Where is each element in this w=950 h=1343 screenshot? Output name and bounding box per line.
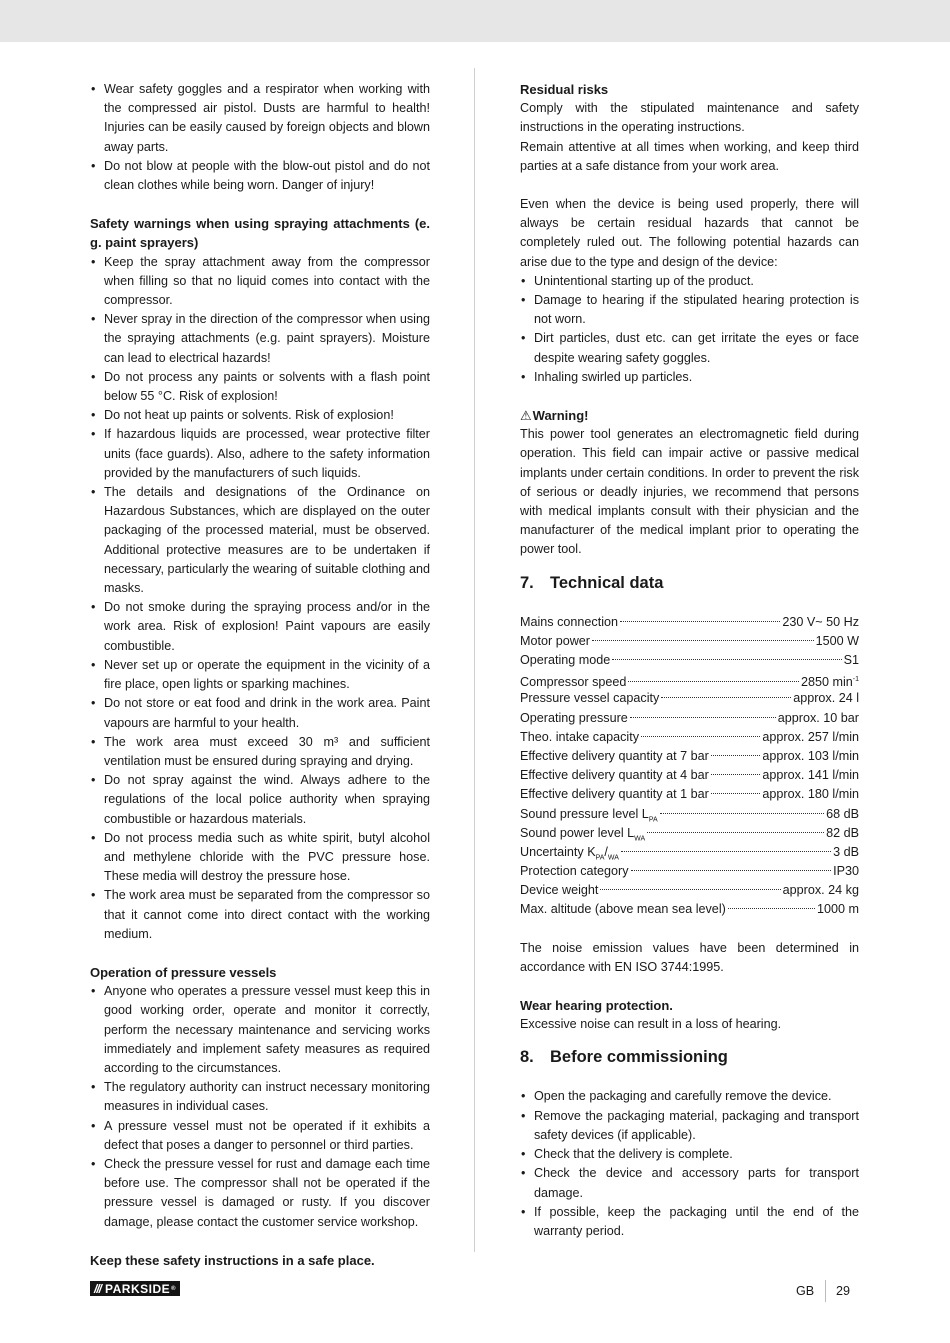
spec-row — [520, 881, 859, 900]
spec-label: Operating pressure — [520, 710, 628, 725]
spec-value: 1500 W — [815, 633, 859, 648]
spec-label: Operating mode — [520, 653, 611, 668]
technical-data-table — [520, 613, 859, 920]
spec-row — [520, 670, 859, 689]
logo-slashes: /// — [94, 1281, 102, 1296]
spec-value: 1000 m — [816, 902, 859, 917]
language-code: GB — [796, 1284, 815, 1298]
spec-value: 3 dB — [833, 844, 859, 859]
spec-label: Effective delivery quantity at 4 bar — [520, 768, 709, 783]
dot-leader — [621, 851, 831, 852]
list-item: • Wear safety goggles and a respirator when working with the compressed air pistol. Dusts are harmful to health! Injuries can be easily caused by foreign objects and blown away parts. — [90, 80, 430, 157]
dot-leader — [641, 736, 760, 737]
spec-label: Effective delivery quantity at 1 bar — [520, 787, 709, 802]
noise-emission-paragraph: The noise emission values have been determined in accordance with EN ISO 3744:1995. — [520, 940, 859, 974]
spray-safety-list — [90, 253, 430, 944]
spec-label: Pressure vessel capacity — [520, 691, 660, 706]
spec-value: approx. 24 l — [793, 691, 859, 706]
spec-row — [520, 632, 859, 651]
residual-risks-paragraph: Comply with the stipulated maintenance and safety instructions in the operating instructions. — [520, 101, 859, 135]
residual-risks-paragraph: Remain attentive at all times when working, and keep third parties at a safe distance from your work area. — [520, 139, 859, 173]
spec-value: approx. 10 bar — [777, 710, 859, 725]
list-item: • Never set up or operate the equipment in the vicinity of a fire place, open lights or sparking machines. — [90, 656, 430, 694]
warning-paragraph: This power tool generates an electromagnetic field during operation. This field can impair active or passive medical implants under certain conditions. In order to prevent the risk of serious or deadly injuries, we recommend that persons with medical implants consult with their physician and the manufacturer of the medical implant prior to operating the power tool. — [520, 427, 859, 557]
top-bar — [0, 0, 950, 42]
spec-row — [520, 824, 859, 843]
list-item: • Remove the packaging material, packaging and transport safety devices (if applicable). — [520, 1107, 859, 1145]
dot-leader — [628, 681, 799, 682]
list-item: • Unintentional starting up of the product. — [520, 272, 859, 291]
spec-value: approx. 24 kg — [782, 883, 859, 898]
dot-leader — [711, 755, 761, 756]
spec-row — [520, 728, 859, 747]
list-item: • Do not heat up paints or solvents. Risk of explosion! — [90, 406, 430, 425]
spec-label: Protection category — [520, 864, 629, 879]
spec-value: IP30 — [833, 864, 859, 879]
warning-triangle-icon: ⚠ — [520, 408, 532, 424]
page-number: 29 — [836, 1284, 851, 1298]
spec-label: Motor power — [520, 633, 590, 648]
list-item: • Check that the delivery is complete. — [520, 1145, 859, 1164]
spec-label: Compressor speed — [520, 675, 627, 690]
list-item: • Do not process any paints or solvents with a flash point below 55 °C. Risk of explosion! — [90, 368, 430, 406]
list-item: • Do not blow at people with the blow-out pistol and do not clean clothes while being worn. Danger of injury! — [90, 157, 430, 195]
spec-row — [520, 709, 859, 728]
spec-label: Device weight — [520, 883, 599, 898]
keep-instructions-note: Keep these safety instructions in a safe place. — [90, 1252, 375, 1268]
list-item: • Dirt particles, dust etc. can get irritate the eyes or face despite wearing safety goggles. — [520, 329, 859, 367]
warning-heading-text: Warning! — [532, 408, 589, 424]
dot-leader — [612, 659, 841, 660]
spec-row — [520, 900, 859, 919]
spec-row — [520, 862, 859, 881]
footer-separator — [825, 1280, 826, 1302]
dot-leader — [630, 717, 776, 718]
list-item: • Inhaling swirled up particles. — [520, 368, 859, 387]
spec-row — [520, 785, 859, 804]
hearing-protection-text: Excessive noise can result in a loss of hearing. — [520, 1017, 782, 1032]
residual-risks-paragraph: Even when the device is being used properly, there will always be certain residual hazards that cannot be completely ruled out. The following potential hazards can arise due to the type and design of the device: — [520, 197, 859, 269]
pressure-vessel-list — [90, 982, 430, 1232]
spec-value: 82 dB — [826, 825, 859, 840]
before-commissioning-heading — [520, 1046, 859, 1068]
list-item: • The work area must exceed 30 m³ and sufficient ventilation must be ensured during spraying and drying. — [90, 733, 430, 771]
spec-value: approx. 180 l/min — [762, 787, 859, 802]
spec-value: 68 dB — [826, 806, 859, 821]
dot-leader — [647, 832, 824, 833]
chapter-number: 7. — [520, 573, 534, 592]
dot-leader — [620, 621, 780, 622]
pressure-vessel-heading: Operation of pressure vessels — [90, 964, 277, 980]
column-divider — [474, 68, 475, 1252]
compressed-air-bullet-list — [90, 80, 430, 195]
spec-label: Mains connection — [520, 614, 619, 629]
list-item: • If possible, keep the packaging until the end of the warranty period. — [520, 1203, 859, 1241]
spec-row — [520, 747, 859, 766]
spec-label: Theo. intake capacity — [520, 729, 640, 744]
dot-leader — [600, 889, 780, 890]
spec-label: Uncertainty $K_{PA}/_{WA}$ — [520, 844, 619, 862]
list-item: • Check the pressure vessel for rust and damage each time before use. The compressor shall not be operated if the pressure vessel is damaged or rusty. If you discover damage, please contact the customer service workshop. — [90, 1155, 430, 1232]
spec-value: 2850 $\min^{-1}$ — [800, 675, 859, 690]
spec-value: approx. 103 l/min — [762, 748, 859, 763]
spec-row — [520, 689, 859, 708]
list-item: • Do not spray against the wind. Always adhere to the regulations of the local police authority when spraying combustible or hazardous materials. — [90, 771, 430, 829]
spec-row — [520, 651, 859, 670]
list-item: • Check the device and accessory parts for transport damage. — [520, 1164, 859, 1202]
list-item: • Anyone who operates a pressure vessel must keep this in good working order, operate and monitor it correctly, perform the necessary maintenance and servicing works immediately and implement safety measures as required according to the circumstances. — [90, 982, 430, 1078]
chapter-title: Technical data — [550, 573, 664, 592]
right-column — [520, 80, 859, 1241]
dot-leader — [728, 908, 815, 909]
left-column — [90, 80, 430, 1270]
spec-row — [520, 766, 859, 785]
logo-text: PARKSIDE — [105, 1281, 171, 1296]
list-item: • Do not process media such as white spirit, butyl alcohol and methylene chloride with the PVC pressure hose. These media will destroy the pressure hose. — [90, 829, 430, 887]
spec-label: Sound power level $L_{WA}$ — [520, 825, 646, 843]
list-item: • Do not store or eat food and drink in the work area. Paint vapours are harmful to your health. — [90, 694, 430, 732]
dot-leader — [711, 774, 761, 775]
list-item: • If hazardous liquids are processed, wear protective filter units (face guards). Also, adhere to the safety information provided by the manufacturers of such liquids. — [90, 425, 430, 483]
dot-leader — [660, 813, 824, 814]
spec-row — [520, 613, 859, 632]
list-item: • A pressure vessel must not be operated if it exhibits a defect that poses a danger to personnel or third parties. — [90, 1117, 430, 1155]
spec-value: 230 V~ 50 Hz — [782, 614, 859, 629]
spec-label: Max. altitude (above mean sea level) — [520, 902, 726, 917]
chapter-number: 8. — [520, 1048, 534, 1067]
technical-data-heading — [520, 572, 859, 594]
spec-value: S1 — [843, 653, 859, 668]
chapter-title: Before commissioning — [550, 1048, 728, 1067]
spec-label: Sound pressure level $L_{PA}$ — [520, 806, 658, 824]
list-item: • Do not smoke during the spraying process and/or in the work area. Risk of explosion! Paint vapours are easily combustible. — [90, 598, 430, 656]
residual-risks-list — [520, 272, 859, 387]
spec-row — [520, 843, 859, 862]
spec-value: approx. 141 l/min — [762, 768, 859, 783]
list-item: • Open the packaging and carefully remove the device. — [520, 1087, 859, 1106]
spec-row — [520, 805, 859, 824]
commissioning-list — [520, 1087, 859, 1241]
dot-leader — [711, 793, 761, 794]
spec-label: Effective delivery quantity at 7 bar — [520, 748, 709, 763]
list-item: • The details and designations of the Ordinance on Hazardous Substances, which are displayed on the outer packaging of the processed material, must be observed. Additional protective measures are to be undertaken if necessary, particularly the wearing of suitable clothing and masks. — [90, 483, 430, 598]
spec-value: approx. 257 l/min — [762, 729, 859, 744]
logo-registered-mark: ® — [171, 1285, 177, 1292]
dot-leader — [592, 640, 814, 641]
list-item: • The work area must be separated from the compressor so that it cannot come into direct contact with the working medium. — [90, 886, 430, 944]
dot-leader — [661, 697, 791, 698]
list-item: • Keep the spray attachment away from the compressor when filling so that no liquid comes into contact with the compressor. — [90, 253, 430, 311]
dot-leader — [631, 870, 832, 871]
hearing-protection-heading: Wear hearing protection. — [520, 998, 673, 1014]
parkside-logo — [90, 1281, 180, 1296]
list-item: • Damage to hearing if the stipulated hearing protection is not worn. — [520, 291, 859, 329]
spray-safety-heading: Safety warnings when using spraying attachments (e. g. paint sprayers) — [90, 216, 430, 251]
warning-heading — [520, 406, 859, 425]
list-item: • The regulatory authority can instruct necessary monitoring measures in individual cases. — [90, 1078, 430, 1116]
list-item: • Never spray in the direction of the compressor when using the spraying attachments (e.g. paint sprayers). Moisture can lead to electrical hazards! — [90, 310, 430, 368]
residual-risks-heading: Residual risks — [520, 82, 609, 97]
